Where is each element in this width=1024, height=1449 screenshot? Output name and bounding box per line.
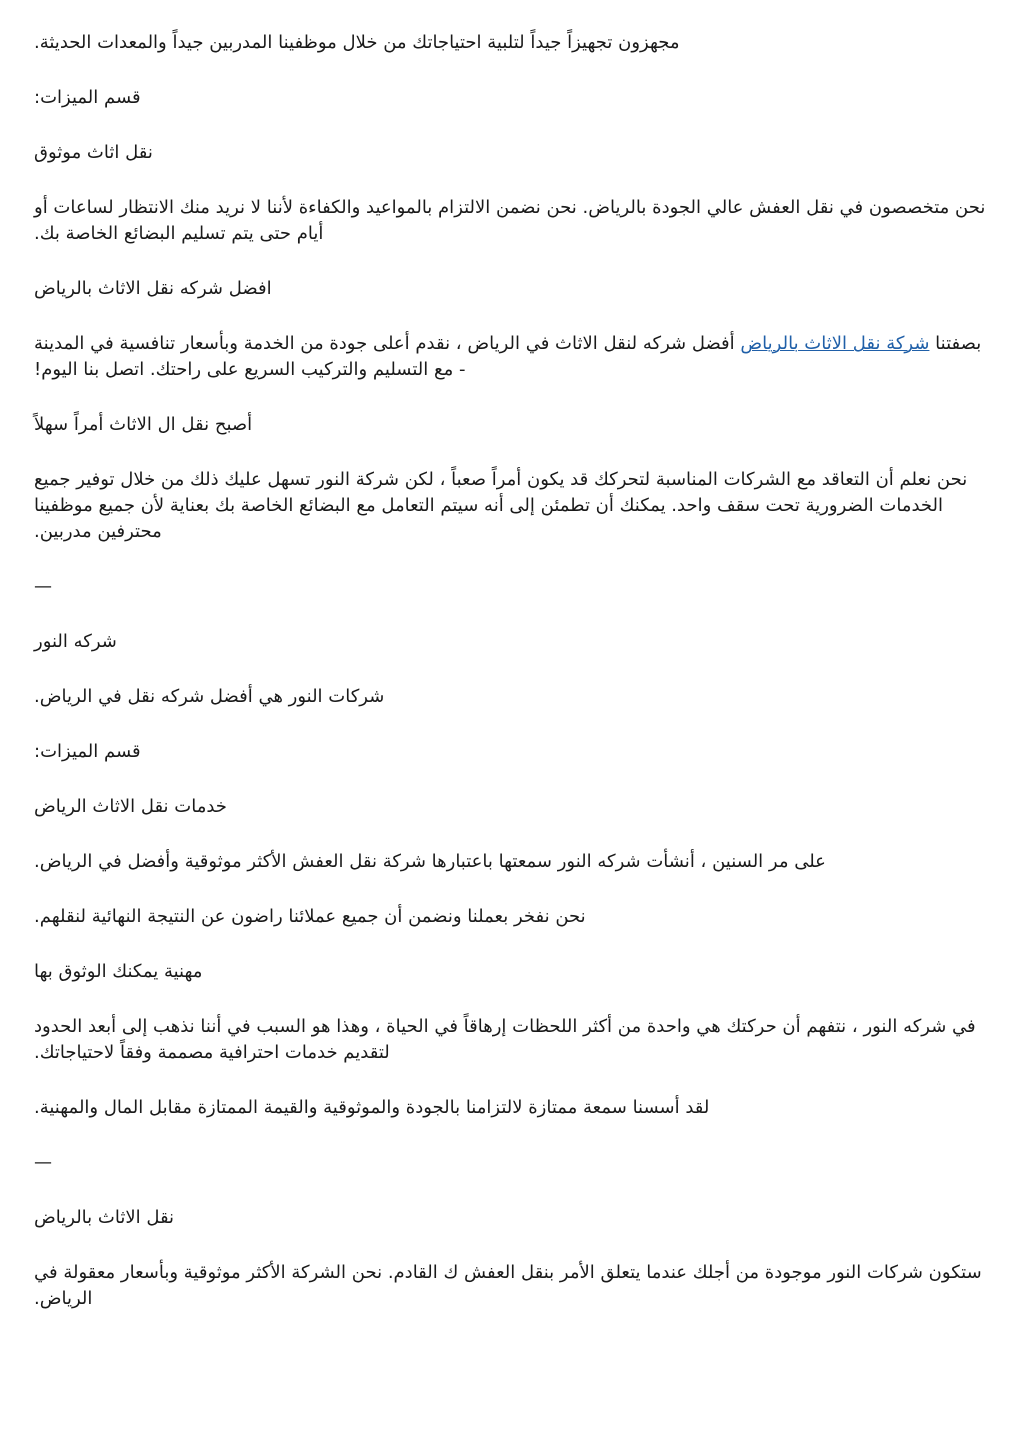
- separator: —: [34, 576, 52, 597]
- best-company-prefix: بصفتنا: [935, 333, 982, 354]
- pride-paragraph: نحن نفخر بعملنا ونضمن أن جميع عملائنا راضون عن النتيجة النهائية لنقلهم.: [34, 906, 586, 927]
- company-heading: شركه النور: [34, 631, 117, 652]
- services-heading: خدمات نقل الاثاث الرياض: [34, 796, 227, 817]
- reputation-paragraph: لقد أسسنا سمعة ممتازة لالتزامنا بالجودة والموثوقية والقيمة الممتازة مقابل المال والمهنية.: [34, 1097, 710, 1118]
- separator: —: [34, 1152, 52, 1173]
- services-paragraph: على مر السنين ، أنشأت شركه النور سمعتها باعتبارها شركة نقل العفش الأكثر موثوقية وأفضل في الرياض.: [34, 851, 826, 872]
- best-company-paragraph: [34, 331, 992, 383]
- reliable-moving-paragraph: نحن متخصصون في نقل العفش عالي الجودة بالرياض. نحن نضمن الالتزام بالمواعيد والكفاءة لأننا لا نريد منك الانتظار لساعات أو أيام حتى يتم تسليم البضائع الخاصة بك.: [34, 197, 986, 244]
- intro-paragraph: مجهزون تجهيزاً جيداً لتلبية احتياجاتك من خلال موظفينا المدربين جيداً والمعدات الحديثة.: [34, 32, 680, 53]
- reliable-moving-heading: نقل اثاث موثوق: [34, 142, 153, 163]
- features-heading: قسم الميزات:: [34, 741, 141, 762]
- professional-heading: مهنية يمكنك الوثوق بها: [34, 961, 203, 982]
- best-company-heading: افضل شركه نقل الاثاث بالرياض: [34, 278, 272, 299]
- easy-moving-paragraph: نحن نعلم أن التعاقد مع الشركات المناسبة لتحركك قد يكون أمراً صعباً ، لكن شركة النور تسهل عليك ذلك من خلال توفير جميع الخدمات الضرورية تحت سقف واحد. يمكنك أن تطمئن إلى أنه سيتم التعامل مع البضائع الخاصة بك بعناية لأن جميع موظفينا محترفين مدربين.: [34, 469, 968, 542]
- best-company-suffix: أفضل شركه لنقل الاثاث في الرياض ، نقدم أعلى جودة من الخدمة وبأسعار تنافسية في المدينة - مع التسليم والتركيب السريع على راحتك. اتصل بنا اليوم!: [34, 333, 735, 380]
- riyadh-moving-heading: نقل الاثاث بالرياض: [34, 1207, 175, 1228]
- document-body: [34, 30, 992, 1341]
- features-heading: قسم الميزات:: [34, 87, 141, 108]
- company-paragraph: شركات النور هي أفضل شركه نقل في الرياض.: [34, 686, 385, 707]
- professional-paragraph: في شركه النور ، نتفهم أن حركتك هي واحدة من أكثر اللحظات إرهاقاً في الحياة ، وهذا هو السبب في أننا نذهب إلى أبعد الحدود لتقديم خدمات احترافية مصممة وفقاً لاحتياجاتك.: [34, 1016, 976, 1063]
- riyadh-moving-company-link[interactable]: شركة نقل الاثاث بالرياض: [740, 333, 930, 354]
- riyadh-moving-paragraph: ستكون شركات النور موجودة من أجلك عندما يتعلق الأمر بنقل العفش ك القادم. نحن الشركة الأكثر موثوقية وبأسعار معقولة في الرياض.: [34, 1262, 982, 1309]
- easy-moving-heading: أصبح نقل ال الاثاث أمراً سهلاً: [34, 414, 253, 435]
